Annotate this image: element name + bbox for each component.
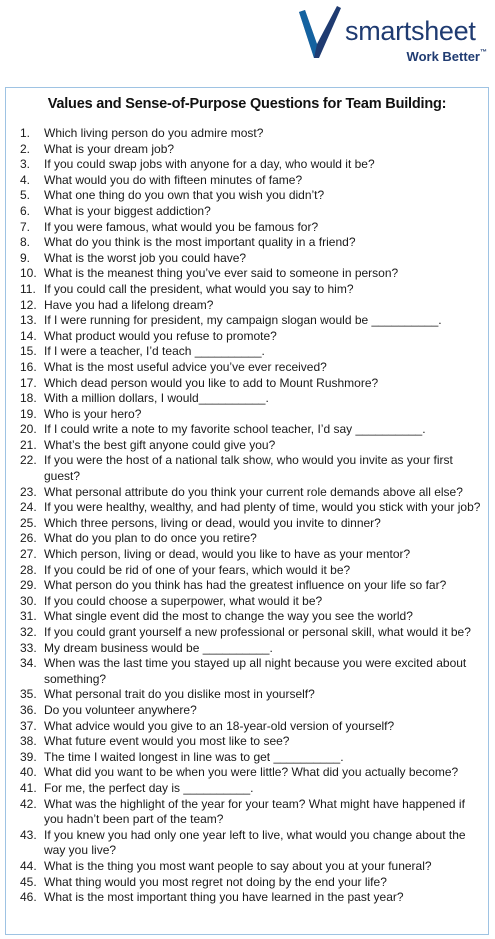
question-number: 36. [20, 702, 37, 717]
question-item [20, 220, 482, 236]
question-number: 40. [20, 765, 37, 780]
question-item [20, 438, 482, 454]
logo-tagline: Work Better™ [406, 49, 487, 64]
question-text: If you could call the president, what would you say to him? [44, 281, 354, 296]
question-item [20, 422, 482, 438]
question-item [20, 313, 482, 329]
smartsheet-logo [297, 6, 487, 70]
question-item [20, 734, 482, 750]
question-item [20, 625, 482, 641]
question-number: 37. [20, 718, 37, 733]
question-item [20, 126, 482, 142]
question-text: What is the thing you most want people to say about you at your funeral? [44, 858, 432, 873]
question-item [20, 594, 482, 610]
question-item [20, 360, 482, 376]
question-item [20, 391, 482, 407]
question-item [20, 251, 482, 267]
question-number: 18. [20, 391, 37, 406]
question-number: 14. [20, 328, 37, 343]
question-number: 13. [20, 313, 37, 328]
question-item [20, 142, 482, 158]
question-item [20, 890, 482, 906]
question-number: 24. [20, 500, 37, 515]
question-number: 7. [20, 219, 31, 234]
question-text: What did you want to be when you were little? What did you actually become? [44, 765, 459, 780]
question-number: 6. [20, 203, 31, 218]
question-item [20, 453, 482, 484]
question-text: My dream business would be __________. [44, 640, 273, 655]
document-title: Values and Sense-of-Purpose Questions for Team Building: [47, 96, 447, 112]
question-item [20, 516, 482, 532]
question-text: If you could swap jobs with anyone for a day, who would it be? [44, 157, 375, 172]
question-number: 20. [20, 422, 37, 437]
logo-wordmark: smartsheet [345, 16, 476, 46]
question-number: 45. [20, 874, 37, 889]
question-number: 23. [20, 484, 37, 499]
question-item [20, 235, 482, 251]
question-item [20, 828, 482, 859]
question-number: 27. [20, 547, 37, 562]
question-number: 43. [20, 827, 37, 842]
question-number: 19. [20, 406, 37, 421]
question-text: Which three persons, living or dead, would you invite to dinner? [44, 515, 381, 530]
question-text: If you could be rid of one of your fears, which would it be? [44, 562, 351, 577]
question-text: What is your dream job? [44, 141, 175, 156]
question-text: Have you had a lifelong dream? [44, 297, 214, 312]
question-number: 4. [20, 172, 31, 187]
question-item [20, 188, 482, 204]
question-text: What one thing do you own that you wish you didn’t? [44, 188, 325, 203]
question-item [20, 298, 482, 314]
question-item [20, 750, 482, 766]
question-item [20, 485, 482, 501]
question-item [20, 500, 482, 516]
trademark-mark: ™ [480, 49, 487, 56]
question-number: 28. [20, 562, 37, 577]
question-item [20, 204, 482, 220]
question-number: 34. [20, 656, 37, 671]
question-text: If I were running for president, my campaign slogan would be __________. [44, 313, 442, 328]
question-text: What do you plan to do once you retire? [44, 531, 257, 546]
question-number: 33. [20, 640, 37, 655]
question-item [20, 157, 482, 173]
question-text: What future event would you most like to see? [44, 734, 290, 749]
question-text: If you could choose a superpower, what would it be? [44, 593, 323, 608]
question-number: 41. [20, 780, 37, 795]
question-text: What is the meanest thing you’ve ever said to someone in person? [44, 266, 399, 281]
question-item [20, 531, 482, 547]
question-number: 30. [20, 593, 37, 608]
question-text: What personal trait do you dislike most in yourself? [44, 687, 315, 702]
question-item [20, 703, 482, 719]
question-text: What thing would you most regret not doing by the end your life? [44, 874, 387, 889]
question-text: If you could grant yourself a new professional or personal skill, what would it be? [44, 625, 471, 639]
question-text: What personal attribute do you think your current role demands above all else? [44, 484, 463, 499]
checkmark-icon [297, 6, 343, 66]
question-text: If you knew you had only one year left to live, what would you change about the way you live? [44, 827, 466, 858]
question-text: What do you think is the most important quality in a friend? [44, 235, 356, 250]
question-number: 1. [20, 126, 31, 140]
document-frame [5, 87, 489, 935]
question-text: If I could write a note to my favorite school teacher, I’d say __________. [44, 422, 426, 437]
question-number: 12. [20, 297, 37, 312]
question-number: 22. [20, 453, 37, 468]
question-item [20, 578, 482, 594]
question-text: If you were healthy, wealthy, and had plenty of time, would you stick with your job? [44, 500, 481, 515]
question-text: Do you volunteer anywhere? [44, 702, 197, 717]
question-list [20, 126, 482, 906]
question-number: 2. [20, 141, 31, 156]
question-number: 8. [20, 235, 31, 250]
question-item [20, 781, 482, 797]
question-number: 5. [20, 188, 31, 203]
question-text: If I were a teacher, I’d teach __________. [44, 344, 265, 359]
question-item [20, 875, 482, 891]
question-item [20, 859, 482, 875]
question-number: 39. [20, 749, 37, 764]
question-item [20, 547, 482, 563]
question-text: Which person, living or dead, would you like to have as your mentor? [44, 547, 411, 562]
question-number: 32. [20, 625, 37, 639]
question-item [20, 797, 482, 828]
question-number: 44. [20, 858, 37, 873]
question-text: If you were famous, what would you be famous for? [44, 219, 319, 234]
question-item [20, 656, 482, 687]
question-text: What advice would you give to an 18-year-old version of yourself? [44, 718, 395, 733]
question-text: If you were the host of a national talk show, who would you invite as your first guest? [44, 453, 453, 484]
question-item [20, 765, 482, 781]
question-text: What is the most useful advice you’ve ever received? [44, 359, 327, 374]
question-item [20, 687, 482, 703]
question-text: With a million dollars, I would__________. [44, 391, 269, 406]
question-item [20, 266, 482, 282]
question-item [20, 282, 482, 298]
question-text: Which living person do you admire most? [44, 126, 264, 140]
question-text: What product would you refuse to promote? [44, 328, 277, 343]
question-text: What is the most important thing you have learned in the past year? [44, 890, 404, 905]
question-number: 46. [20, 890, 37, 905]
question-item [20, 407, 482, 423]
question-number: 21. [20, 437, 37, 452]
question-item [20, 563, 482, 579]
question-number: 10. [20, 266, 37, 281]
question-number: 35. [20, 687, 37, 702]
question-text: What person do you think has had the greatest influence on your life so far? [44, 578, 447, 593]
question-item [20, 609, 482, 625]
question-number: 11. [20, 281, 36, 296]
question-text: What’s the best gift anyone could give you? [44, 437, 276, 452]
question-text: What is your biggest addiction? [44, 203, 211, 218]
question-text: For me, the perfect day is __________. [44, 780, 254, 795]
question-number: 25. [20, 515, 37, 530]
question-item [20, 173, 482, 189]
question-text: What was the highlight of the year for your team? What might have happened if you hadn’t been part of the team? [44, 796, 465, 827]
question-item [20, 329, 482, 345]
question-number: 26. [20, 531, 37, 546]
question-number: 3. [20, 157, 31, 172]
question-text: Who is your hero? [44, 406, 142, 421]
question-item [20, 376, 482, 392]
question-text: What is the worst job you could have? [44, 250, 247, 265]
question-text: The time I waited longest in line was to get __________. [44, 749, 344, 764]
question-text: What single event did the most to change the way you see the world? [44, 609, 413, 624]
question-number: 42. [20, 796, 37, 811]
question-number: 9. [20, 250, 31, 265]
question-item [20, 641, 482, 657]
question-number: 17. [20, 375, 37, 390]
question-text: When was the last time you stayed up all night because you were excited about something? [44, 656, 467, 686]
question-number: 38. [20, 734, 37, 749]
question-item [20, 344, 482, 360]
question-number: 16. [20, 359, 37, 374]
question-number: 29. [20, 578, 37, 593]
question-number: 31. [20, 609, 37, 624]
question-number: 15. [20, 344, 37, 359]
question-item [20, 719, 482, 735]
question-text: Which dead person would you like to add to Mount Rushmore? [44, 375, 379, 390]
question-text: What would you do with fifteen minutes of fame? [44, 172, 303, 187]
